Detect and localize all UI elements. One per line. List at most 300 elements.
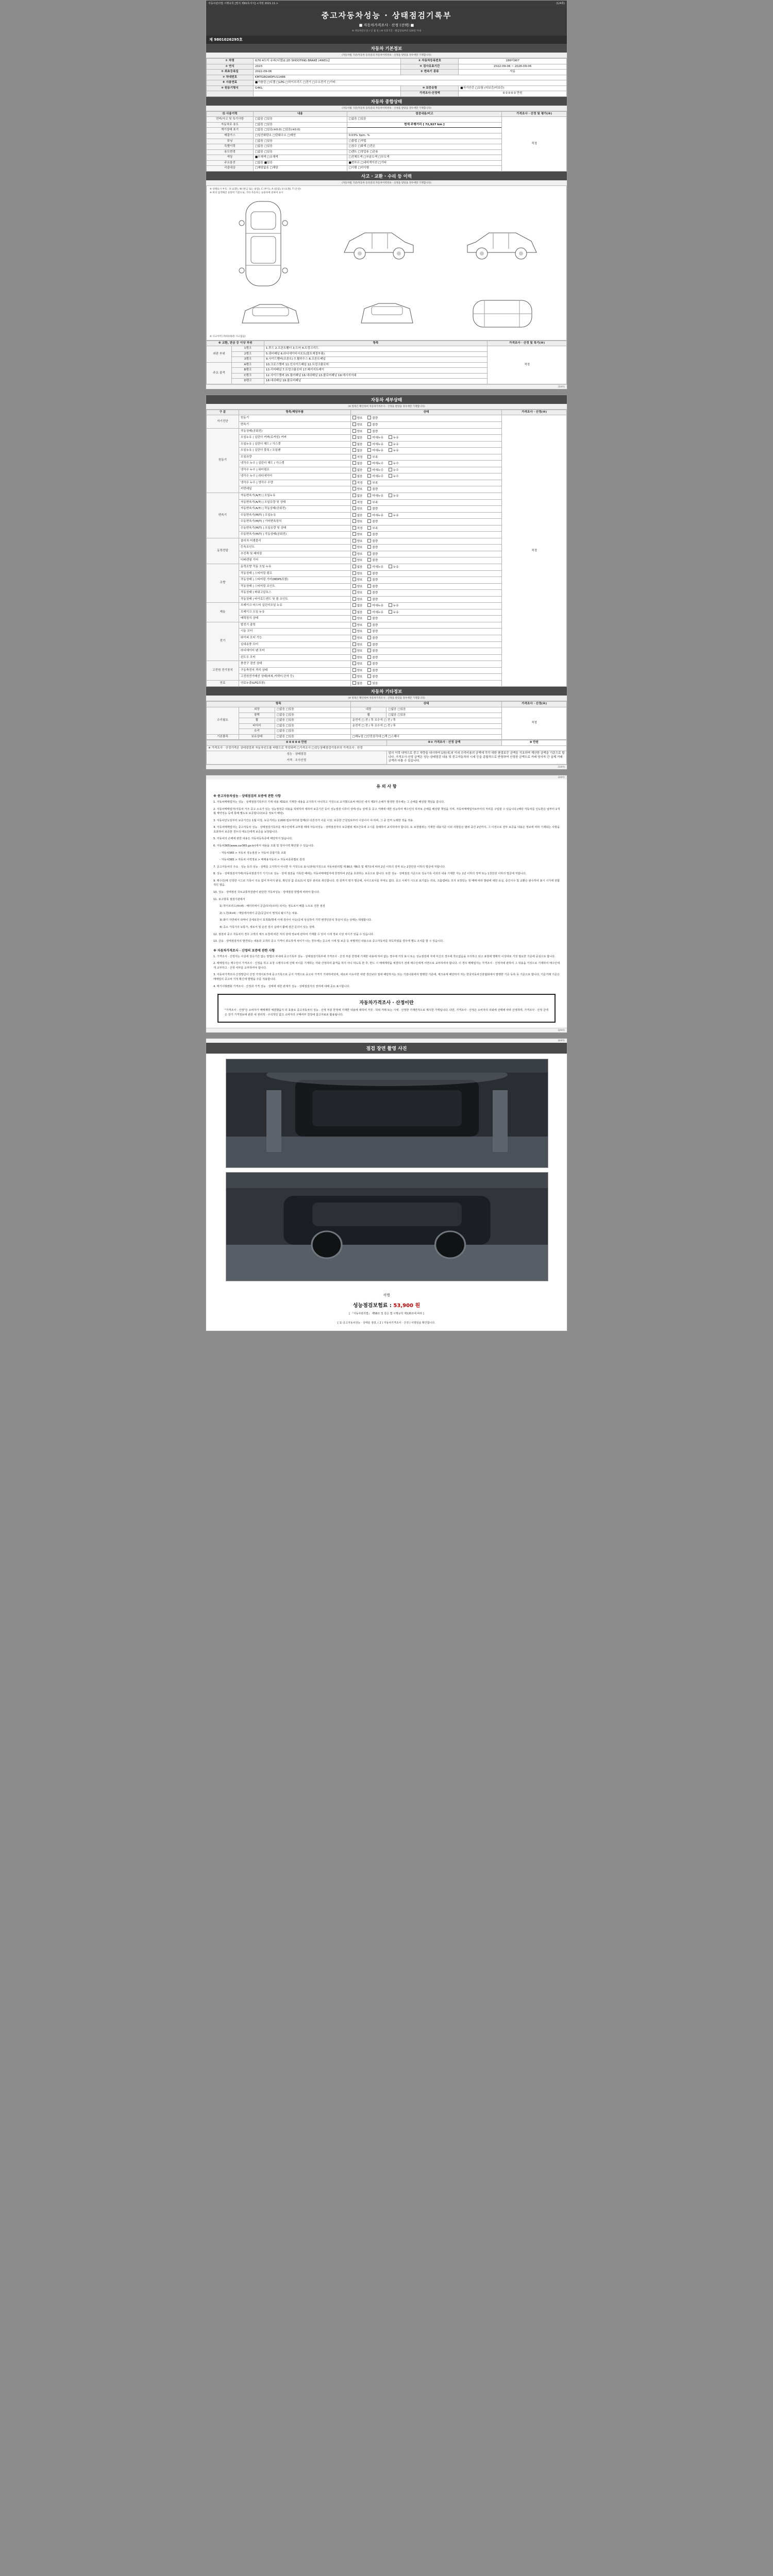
detail-state-option[interactable]: 누유 (389, 449, 399, 452)
detail-state-option[interactable]: 없음 (352, 475, 363, 478)
detail-state-options[interactable] (350, 512, 502, 519)
detail-state-option[interactable]: 양호 (352, 598, 363, 601)
detail-state-option[interactable]: 있음 (367, 682, 378, 685)
row-content: □없음 ■있음 (253, 160, 347, 166)
checkbox-icon[interactable] (367, 629, 371, 633)
detail-state-option[interactable]: 불량 (367, 546, 378, 549)
checkbox-icon[interactable] (367, 519, 371, 523)
detail-state-option[interactable]: 누유 (389, 514, 399, 517)
row-label: 배출가스 (207, 133, 254, 139)
detail-state-option[interactable]: 미세누수 (367, 475, 383, 478)
checkbox-icon[interactable] (352, 506, 356, 510)
detail-state-option[interactable]: 미세누수 (367, 462, 383, 465)
detail-state-options[interactable] (350, 519, 502, 526)
detail-state-option[interactable]: 불량 (367, 617, 378, 620)
detail-state-option[interactable]: 없음 (352, 604, 363, 607)
checkbox-icon[interactable] (352, 448, 356, 452)
checkbox-icon[interactable] (367, 674, 371, 678)
detail-state-option[interactable]: 누유 (389, 566, 399, 569)
detail-state-option[interactable]: 양호 (352, 540, 363, 543)
detail-state-option[interactable]: 양호 (352, 507, 363, 511)
detail-state-options[interactable] (350, 545, 502, 551)
checkbox-icon[interactable] (367, 649, 371, 652)
checkbox-icon[interactable] (367, 642, 371, 646)
detail-state-option[interactable]: 불량 (367, 585, 378, 588)
detail-state-option[interactable]: 불량 (367, 643, 378, 647)
detail-state-option[interactable]: 양호 (352, 585, 363, 588)
checkbox-icon[interactable] (352, 513, 356, 517)
detail-state-option[interactable]: 부족 (367, 456, 378, 459)
detail-state-options[interactable] (350, 461, 502, 467)
checkbox-icon[interactable] (367, 662, 371, 665)
checkbox-icon[interactable] (352, 590, 356, 594)
detail-state-options[interactable] (350, 499, 502, 506)
detail-state-option[interactable]: 미세누유 (367, 495, 383, 498)
detail-state-option[interactable]: 양호 (352, 553, 363, 556)
detail-item-label: 시동 모터 (239, 629, 350, 635)
checkbox-icon[interactable] (352, 642, 356, 646)
detail-group-label: 동력전달 (207, 538, 239, 564)
detail-state-option[interactable]: 불량 (367, 637, 378, 640)
detail-state-options[interactable] (350, 674, 502, 681)
form-topbar (206, 1, 567, 6)
detail-state-options[interactable] (350, 622, 502, 629)
lift-side-photo-graphic (226, 1173, 548, 1281)
parts-items: 13.리어패널 7.트렁크플로어 17.패키지트레이 (264, 368, 487, 374)
checkbox-icon[interactable] (367, 610, 371, 614)
detail-state-option[interactable]: 불량 (367, 598, 378, 601)
detail-state-options[interactable] (350, 428, 502, 435)
detail-state-options[interactable] (350, 415, 502, 422)
detail-state-option[interactable]: 불량 (367, 559, 378, 562)
checkbox-icon[interactable] (352, 519, 356, 523)
checkbox-icon[interactable] (352, 623, 356, 626)
checkbox-icon[interactable] (367, 481, 371, 484)
detail-state-option[interactable]: 양호 (352, 488, 363, 491)
detail-state-option[interactable]: 불량 (367, 533, 378, 536)
parts-rank: 1랭크 (231, 346, 264, 352)
value-engine-type: G4KL (253, 86, 401, 91)
checkbox-icon[interactable] (352, 662, 356, 665)
detail-state-option[interactable]: 미세누유 (367, 566, 383, 569)
detail-state-option[interactable]: 불량 (367, 663, 378, 666)
detail-state-options[interactable] (350, 667, 502, 674)
checkbox-icon[interactable] (367, 597, 371, 601)
detail-state-option[interactable]: 누유 (389, 495, 399, 498)
detail-item-label: 작동상태 | 스티어링 기어(MDPS포함) (239, 577, 350, 584)
detail-state-option[interactable]: 적정 (352, 482, 363, 485)
detail-state-option[interactable]: 없음 (352, 469, 363, 472)
parts-items: 12.사이드멤버 15.필러패널 16.대쉬패널 13.플로어패널 19.데시지지대 (264, 373, 487, 379)
checkbox-icon[interactable] (367, 416, 371, 419)
checkbox-icon[interactable] (367, 487, 371, 490)
checkbox-icon[interactable] (367, 422, 371, 426)
detail-state-options[interactable] (350, 486, 502, 493)
parts-group-outer: 외판 부위 (207, 346, 232, 363)
header-etc-estimate: 가격조사 · 산정(※) (502, 702, 567, 707)
detail-state-option[interactable]: 없음 (352, 462, 363, 465)
notice-item: 13. 금융 · 상태점검자의 발견되는 내용과 고객의 중고 가격이 과도하게 차이가 나는 경우에는 중고차 시세 및 보증 등 차별적인 내용으로 중고자동차를 취득하였을 경우에 별도 조치를 할 수 있습니다. (213, 940, 444, 943)
row-content: □없음 □있음 (253, 139, 347, 144)
value-year: 2023 (253, 64, 401, 70)
detail-state-option[interactable]: 양호 (352, 579, 363, 582)
label-year: ③ 연식 (207, 64, 254, 70)
detail-state-options[interactable] (350, 557, 502, 564)
checkbox-icon[interactable] (352, 552, 356, 555)
detail-state-option[interactable]: 부족 (367, 482, 378, 485)
row-label: 계기상태 표기 (207, 128, 254, 133)
detail-state-options[interactable] (350, 654, 502, 661)
table-row (207, 64, 567, 70)
detail-state-option[interactable]: 누유 (389, 604, 399, 607)
detail-state-option[interactable]: 양호 (352, 643, 363, 647)
checkbox-icon[interactable] (352, 649, 356, 652)
detail-state-option[interactable]: 양호 (352, 650, 363, 653)
checkbox-icon[interactable] (352, 603, 356, 607)
checkbox-icon[interactable] (389, 461, 392, 465)
parts-items: 9.사이드멤버(프론트) 7.휠하우스 8.프론트패널 (264, 357, 487, 363)
checkbox-icon[interactable] (367, 571, 371, 575)
detail-state-options[interactable] (350, 609, 502, 616)
checkbox-icon[interactable] (367, 681, 371, 685)
detail-state-option[interactable]: 양호 (352, 430, 363, 433)
checkbox-icon[interactable] (367, 590, 371, 594)
checkbox-icon[interactable] (367, 429, 371, 433)
detail-state-option[interactable]: 미세누유 (367, 436, 383, 439)
detail-state-option[interactable]: 미세누유 (367, 449, 383, 452)
checkbox-icon[interactable] (367, 623, 371, 626)
detail-state-options[interactable] (350, 454, 502, 461)
detail-item-label: 작동상태 | 타이로드엔드 및 볼 조인트 (239, 596, 350, 603)
detail-state-option[interactable]: 미세누수 (367, 469, 383, 472)
checkbox-icon[interactable] (389, 474, 392, 478)
detail-state-options[interactable] (350, 590, 502, 597)
detail-item-label: 실내송풍 모터 (239, 641, 350, 648)
detail-group-label: 고전원 전기장치 (207, 661, 239, 681)
notice-item: 6. 자동차365(www.car365.go.kr)에서 내용을 조회 및 검사이력 확인할 수 있습니다. (213, 844, 314, 848)
detail-state-options[interactable] (350, 421, 502, 428)
checkbox-icon[interactable] (352, 571, 356, 575)
detail-state-option[interactable]: 불량 (367, 591, 378, 595)
diagram-note-1: ※ 상태표시 부호 : X (교환), W (판금 또는 용접), C (부식), A (흠집), U (요철), T (손상) (210, 188, 301, 191)
detail-state-options[interactable] (350, 525, 502, 532)
detail-state-option[interactable]: 양호 (352, 637, 363, 640)
detail-state-option[interactable]: 적정 (352, 456, 363, 459)
detail-state-options[interactable] (350, 680, 502, 687)
checkbox-icon[interactable] (367, 558, 371, 562)
checkbox-icon[interactable] (352, 597, 356, 601)
detail-state-options[interactable] (350, 641, 502, 648)
checkbox-icon[interactable] (352, 422, 356, 426)
detail-state-option[interactable]: 양호 (352, 572, 363, 575)
etc-state2 (350, 729, 502, 735)
detail-state-options[interactable] (350, 551, 502, 557)
label-transmission: ⑥ 변속기 종류 (401, 70, 459, 75)
checkbox-icon[interactable] (352, 616, 356, 620)
checkbox-icon[interactable] (367, 494, 371, 497)
detail-group-label: 원동기 (207, 428, 239, 493)
checkbox-icon[interactable] (352, 494, 356, 497)
detail-state-options[interactable] (350, 493, 502, 500)
detail-state-option[interactable]: 없음 (352, 436, 363, 439)
detail-state-options[interactable] (350, 583, 502, 590)
detail-state-options[interactable] (350, 538, 502, 545)
checkbox-icon[interactable] (352, 539, 356, 543)
detail-state-options[interactable] (350, 467, 502, 473)
detail-state-option[interactable]: 양호 (352, 417, 363, 420)
detail-state-option[interactable]: 불량 (367, 669, 378, 672)
checkbox-icon[interactable] (352, 442, 356, 446)
detail-state-option[interactable]: 누수 (389, 469, 399, 472)
detail-state-options[interactable] (350, 661, 502, 668)
detail-state-option[interactable]: 불량 (367, 540, 378, 543)
notice-item: 11. 보고항목 점검기관에서 (213, 897, 245, 901)
detail-item-label: 오일누유 | 실린더 헤드 / 가스켓 (239, 441, 350, 448)
checkbox-icon[interactable] (367, 584, 371, 588)
checkbox-icon[interactable] (352, 435, 356, 439)
checkbox-icon[interactable] (389, 603, 392, 607)
detail-state-option[interactable]: 양호 (352, 546, 363, 549)
detail-state-options[interactable] (350, 532, 502, 538)
detail-state-options[interactable] (350, 603, 502, 609)
detail-state-option[interactable]: 양호 (352, 663, 363, 666)
detail-state-option[interactable]: 불량 (367, 488, 378, 491)
row-content: □없음 □있음 (253, 149, 347, 155)
checkbox-icon[interactable] (352, 500, 356, 504)
mileage-value: 현재 주행거리 [ 72,927 km ] (347, 122, 502, 128)
etc-state2: □매뉴얼 □안전삼각대 □잭 □스패너 (350, 734, 502, 740)
detail-state-option[interactable]: 양호 (352, 533, 363, 536)
inspection-photo-underside (226, 1059, 548, 1168)
detail-state-option[interactable]: 양호 (352, 520, 363, 523)
sheet-4-photos (206, 1038, 567, 1331)
detail-state-option[interactable]: 양호 (352, 591, 363, 595)
car-rear-view-icon (353, 293, 420, 334)
detail-state-options[interactable] (350, 441, 502, 448)
detail-state-options[interactable] (350, 577, 502, 584)
checkbox-icon[interactable] (352, 461, 356, 465)
detail-state-option[interactable]: 양호 (352, 669, 363, 672)
checkbox-icon[interactable] (352, 545, 356, 549)
detail-state-option[interactable]: 적정 (352, 501, 363, 504)
checkbox-icon[interactable] (352, 468, 356, 471)
detail-state-option[interactable]: 양호 (352, 559, 363, 562)
checkbox-icon[interactable] (367, 545, 371, 549)
checkbox-icon[interactable] (352, 610, 356, 614)
checkbox-icon[interactable] (352, 584, 356, 588)
detail-state-option[interactable]: 양호 (352, 617, 363, 620)
checkbox-icon[interactable] (352, 481, 356, 484)
detail-state-option[interactable]: 불량 (367, 520, 378, 523)
checkbox-icon[interactable] (352, 532, 356, 536)
table-row (207, 707, 567, 713)
row-label: 주요옵션 (207, 160, 254, 166)
detail-state-option[interactable]: 없음 (352, 449, 363, 452)
checkbox-icon[interactable] (352, 474, 356, 478)
checkbox-icon[interactable] (367, 539, 371, 543)
header-parts-items: 항목 (264, 341, 487, 346)
header-detail-item: 항목/해당부품 (239, 410, 350, 415)
parts-items: 5.쿼터패널 6.라디에이터서포트(볼트체결부품) (264, 351, 487, 357)
detail-state-option[interactable]: 불량 (367, 650, 378, 653)
label-vin: ⑦ 차대번호 (207, 75, 254, 80)
checkbox-icon[interactable] (367, 448, 371, 452)
detail-state-option[interactable]: 누유 (389, 436, 399, 439)
detail-state-options[interactable] (350, 473, 502, 480)
checkbox-icon[interactable] (389, 468, 392, 471)
checkbox-icon[interactable] (367, 636, 371, 639)
detail-state-options[interactable] (350, 596, 502, 603)
detail-state-options[interactable] (350, 570, 502, 577)
detail-state-option[interactable]: 누유 (389, 443, 399, 446)
checkbox-icon[interactable] (367, 616, 371, 620)
detail-state-options[interactable] (350, 635, 502, 642)
table-row (207, 75, 567, 80)
detail-item-label: 변속기 (239, 421, 350, 428)
detail-state-option[interactable]: 불량 (367, 572, 378, 575)
notice-item: 12. 점검차 중고 자동차의 경우 고객의 체크 요청에 따른 처리 상태 정보에 관하여 기재할 수 있어 시세 정보 이상 차이가 있을 수 있습니다. (213, 933, 374, 936)
checkbox-icon[interactable] (389, 442, 392, 446)
detail-state-option[interactable]: 양호 (352, 675, 363, 679)
checkbox-icon[interactable] (389, 494, 392, 497)
row-check (347, 128, 502, 133)
checkbox-icon[interactable] (367, 655, 371, 659)
checkbox-icon[interactable] (352, 655, 356, 659)
checkbox-icon[interactable] (367, 500, 371, 504)
checkbox-icon[interactable] (352, 558, 356, 562)
detail-table (206, 410, 567, 687)
detail-item-label: 작동상태 | 스티어링 조인트 (239, 583, 350, 590)
row-content: □없음 □있음 (253, 144, 347, 150)
detail-state-option[interactable]: 불량 (367, 624, 378, 627)
car-side-view-left-icon (340, 221, 417, 267)
checkbox-icon[interactable] (352, 526, 356, 530)
detail-state-options[interactable] (350, 448, 502, 454)
detail-state-option[interactable]: 없음 (352, 566, 363, 569)
detail-state-options[interactable] (350, 480, 502, 486)
detail-state-option[interactable]: 없음 (352, 611, 363, 614)
checkbox-icon[interactable] (367, 532, 371, 536)
table-row (207, 80, 567, 86)
value-car-name: G70 4도어 슈퍼(디젤)2.2D SHOOTING BRAKE (4WD)급 (253, 59, 401, 64)
detail-state-options[interactable] (350, 616, 502, 622)
checkbox-icon[interactable] (352, 629, 356, 633)
checkbox-icon[interactable] (352, 578, 356, 581)
value-first-reg: 2022-09-06 (253, 70, 401, 75)
detail-item-label: 작동상태 | 파워고압호스 (239, 590, 350, 597)
checkbox-icon[interactable] (352, 455, 356, 459)
detail-state-option[interactable]: 미세누유 (367, 604, 383, 607)
checkbox-icon[interactable] (352, 487, 356, 490)
etc-sub2: 내장 (350, 707, 386, 713)
detail-state-option[interactable]: 누수 (389, 462, 399, 465)
detail-state-options[interactable] (350, 435, 502, 442)
car-front-view-icon (232, 293, 309, 334)
detail-state-option[interactable]: 불량 (367, 675, 378, 679)
detail-state-option[interactable]: 부족 (367, 527, 378, 530)
checkbox-icon[interactable] (389, 513, 392, 517)
section-detail-title: 자동차 세부상태 (206, 395, 567, 404)
checkbox-icon[interactable] (389, 565, 392, 568)
checkbox-icon[interactable] (367, 442, 371, 446)
detail-state-option[interactable]: 양호 (352, 630, 363, 633)
detail-state-option[interactable]: 양호 (352, 624, 363, 627)
detail-state-option[interactable]: 불량 (367, 553, 378, 556)
parts-rank: D랭크 (231, 379, 264, 384)
detail-state-option[interactable]: 미세누유 (367, 443, 383, 446)
checkbox-icon[interactable] (367, 455, 371, 459)
detail-state-option[interactable]: 없음 (352, 495, 363, 498)
detail-state-option[interactable]: 미세누유 (367, 611, 383, 614)
detail-state-option[interactable]: 불량 (367, 630, 378, 633)
parts-rank: C랭크 (231, 373, 264, 379)
detail-state-option[interactable]: 불량 (367, 656, 378, 659)
detail-state-options[interactable] (350, 629, 502, 635)
detail-state-options[interactable] (350, 506, 502, 513)
detail-state-option[interactable]: 불량 (367, 579, 378, 582)
detail-state-option[interactable]: 양호 (352, 423, 363, 427)
checkbox-icon[interactable] (352, 565, 356, 568)
checkbox-icon[interactable] (389, 610, 392, 614)
table-row (207, 745, 567, 751)
header-parts-group: ※ 교환, 판금 등 이상 부위 (207, 341, 264, 346)
detail-state-option[interactable]: 불량 (367, 417, 378, 420)
checkbox-icon[interactable] (367, 506, 371, 510)
detail-item-label: 수동변속기(M/T) | 기어변속장치 (239, 519, 350, 526)
checkbox-icon[interactable] (352, 636, 356, 639)
detail-state-option[interactable]: 누유 (389, 611, 399, 614)
detail-state-option[interactable]: 누수 (389, 475, 399, 478)
detail-state-options[interactable] (350, 564, 502, 571)
detail-item-label: 브레이크 오일 누유 (239, 609, 350, 616)
detail-state-option[interactable]: 양호 (352, 656, 363, 659)
checkbox-icon[interactable] (367, 435, 371, 439)
detail-state-option[interactable]: 적정 (352, 527, 363, 530)
detail-state-option[interactable]: 없음 (352, 443, 363, 446)
checkbox-icon[interactable] (367, 513, 371, 517)
detail-state-option[interactable]: 미세누유 (367, 514, 383, 517)
row-check: □렌트 □영업용 □관용 (347, 149, 502, 155)
checkbox-icon[interactable] (352, 668, 356, 672)
detail-state-option[interactable]: 불량 (367, 507, 378, 511)
detail-state-option[interactable]: 없음 (352, 514, 363, 517)
checkbox-icon[interactable] (367, 461, 371, 465)
checkbox-icon[interactable] (367, 578, 371, 581)
detail-state-option[interactable]: 불량 (367, 423, 378, 427)
checkbox-icon[interactable] (367, 603, 371, 607)
checkbox-icon[interactable] (367, 668, 371, 672)
checkbox-icon[interactable] (352, 429, 356, 433)
checkbox-icon[interactable] (367, 526, 371, 530)
label-empty (207, 91, 254, 97)
checkbox-icon[interactable] (352, 681, 356, 685)
detail-state-option[interactable]: 불량 (367, 430, 378, 433)
detail-state-options[interactable] (350, 648, 502, 655)
detail-state-option[interactable]: 없음 (352, 682, 363, 685)
checkbox-icon[interactable] (367, 565, 371, 568)
checkbox-icon[interactable] (352, 674, 356, 678)
checkbox-icon[interactable] (389, 435, 392, 439)
notice-item: - 자동차365 > 자동차 이력정보 > 매매용자동차 > 자동차종류별로 검색 (220, 858, 305, 862)
checkbox-icon[interactable] (367, 474, 371, 478)
checkbox-icon[interactable] (352, 416, 356, 419)
etc-state: □없음 □있음 (275, 707, 350, 713)
checkbox-icon[interactable] (367, 552, 371, 555)
detail-state-option[interactable]: 부족 (367, 501, 378, 504)
checkbox-icon[interactable] (389, 448, 392, 452)
notice-item: 7. 중고자동차의 주요 · 성능 등의 성능 · 상태를 고지하지 아니한 자 거짓으로 표시/과대/거짓으로 자동차관리법 제 80조 제6호 및 제7호에 따라 2년 이하의 징역 또는 2천만원 이하의 벌금에 처합니다. (213, 865, 446, 869)
checkbox-icon[interactable] (367, 468, 371, 471)
